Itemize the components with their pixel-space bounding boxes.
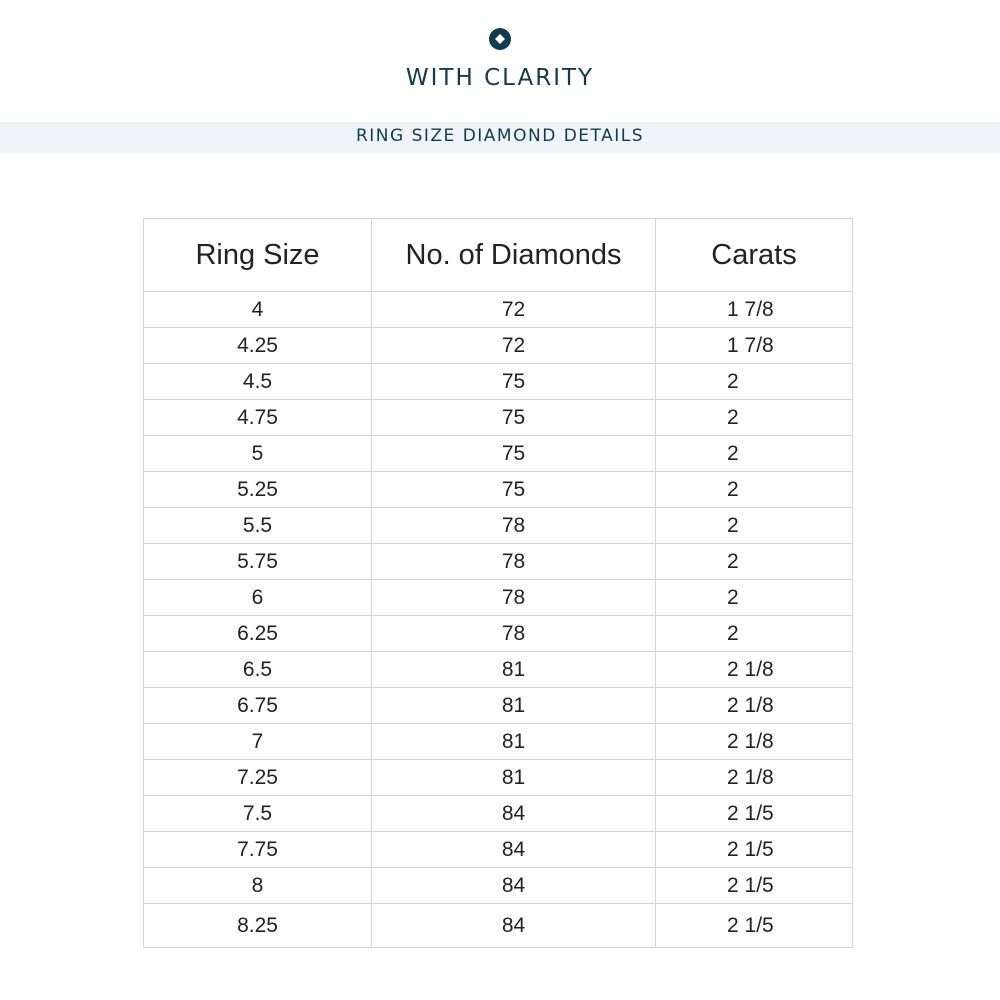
ring-size-cell: 5.25 — [144, 472, 372, 508]
carats-cell: 2 — [656, 544, 853, 580]
diamond-count-cell: 78 — [372, 544, 656, 580]
column-header-ring-size: Ring Size — [144, 219, 372, 292]
carats-cell: 2 1/5 — [656, 868, 853, 904]
title-band — [0, 122, 1000, 153]
table-row — [144, 724, 853, 760]
ring-size-cell: 4.25 — [144, 328, 372, 364]
table-row — [144, 904, 853, 948]
diamond-count-cell: 84 — [372, 832, 656, 868]
diamond-count-cell: 75 — [372, 400, 656, 436]
carats-cell: 2 1/8 — [656, 724, 853, 760]
table-row — [144, 688, 853, 724]
table-row — [144, 544, 853, 580]
table-row — [144, 364, 853, 400]
diamond-count-cell: 81 — [372, 760, 656, 796]
carats-cell: 2 — [656, 364, 853, 400]
table-row — [144, 796, 853, 832]
ring-size-cell: 6.75 — [144, 688, 372, 724]
diamond-count-cell: 72 — [372, 292, 656, 328]
table-row — [144, 616, 853, 652]
carats-cell: 2 1/8 — [656, 688, 853, 724]
page-title: RING SIZE DIAMOND DETAILS — [355, 126, 644, 146]
ring-size-cell: 5.5 — [144, 508, 372, 544]
diamond-count-cell: 72 — [372, 328, 656, 364]
diamond-count-cell: 75 — [372, 472, 656, 508]
carats-cell: 2 — [656, 580, 853, 616]
diamond-count-cell: 84 — [372, 904, 656, 948]
carats-cell: 2 1/5 — [656, 904, 853, 948]
ring-size-table — [143, 218, 853, 948]
carats-cell: 2 — [656, 472, 853, 508]
ring-size-cell: 5.75 — [144, 544, 372, 580]
carats-cell: 2 1/5 — [656, 796, 853, 832]
diamond-count-cell: 78 — [372, 616, 656, 652]
diamond-count-cell: 84 — [372, 796, 656, 832]
diamond-count-cell: 75 — [372, 364, 656, 400]
carats-cell: 2 1/8 — [656, 760, 853, 796]
table-row — [144, 328, 853, 364]
carats-cell: 2 — [656, 508, 853, 544]
ring-size-cell: 8.25 — [144, 904, 372, 948]
table-row — [144, 760, 853, 796]
diamond-count-cell: 81 — [372, 688, 656, 724]
brand-name: WITH CLARITY — [405, 65, 595, 91]
diamond-in-circle-icon — [489, 28, 511, 50]
ring-size-table-container — [143, 218, 852, 952]
carats-cell: 1 7/8 — [656, 292, 853, 328]
table-row — [144, 436, 853, 472]
diamond-count-cell: 75 — [372, 436, 656, 472]
table-row — [144, 472, 853, 508]
carats-cell: 2 — [656, 400, 853, 436]
column-header-no-of-diamonds: No. of Diamonds — [372, 219, 656, 292]
ring-size-cell: 4.5 — [144, 364, 372, 400]
ring-size-cell: 7 — [144, 724, 372, 760]
ring-size-cell: 8 — [144, 868, 372, 904]
ring-size-cell: 5 — [144, 436, 372, 472]
carats-cell: 2 — [656, 616, 853, 652]
carats-cell: 2 1/5 — [656, 832, 853, 868]
diamond-count-cell: 78 — [372, 580, 656, 616]
column-header-carats: Carats — [656, 219, 853, 292]
ring-size-cell: 7.25 — [144, 760, 372, 796]
table-header-row — [144, 219, 853, 292]
ring-size-cell: 7.5 — [144, 796, 372, 832]
table-row — [144, 508, 853, 544]
table-row — [144, 868, 853, 904]
table-row — [144, 832, 853, 868]
diamond-count-cell: 81 — [372, 724, 656, 760]
ring-size-cell: 6.5 — [144, 652, 372, 688]
ring-size-cell: 4.75 — [144, 400, 372, 436]
carats-cell: 2 — [656, 436, 853, 472]
table-row — [144, 652, 853, 688]
carats-cell: 2 1/8 — [656, 652, 853, 688]
carats-cell: 1 7/8 — [656, 328, 853, 364]
table-row — [144, 292, 853, 328]
table-row — [144, 580, 853, 616]
table-row — [144, 400, 853, 436]
ring-size-cell: 7.75 — [144, 832, 372, 868]
table-body — [144, 292, 853, 948]
diamond-count-cell: 78 — [372, 508, 656, 544]
ring-size-cell: 4 — [144, 292, 372, 328]
ring-size-cell: 6 — [144, 580, 372, 616]
ring-size-cell: 6.25 — [144, 616, 372, 652]
diamond-count-cell: 81 — [372, 652, 656, 688]
diamond-count-cell: 84 — [372, 868, 656, 904]
